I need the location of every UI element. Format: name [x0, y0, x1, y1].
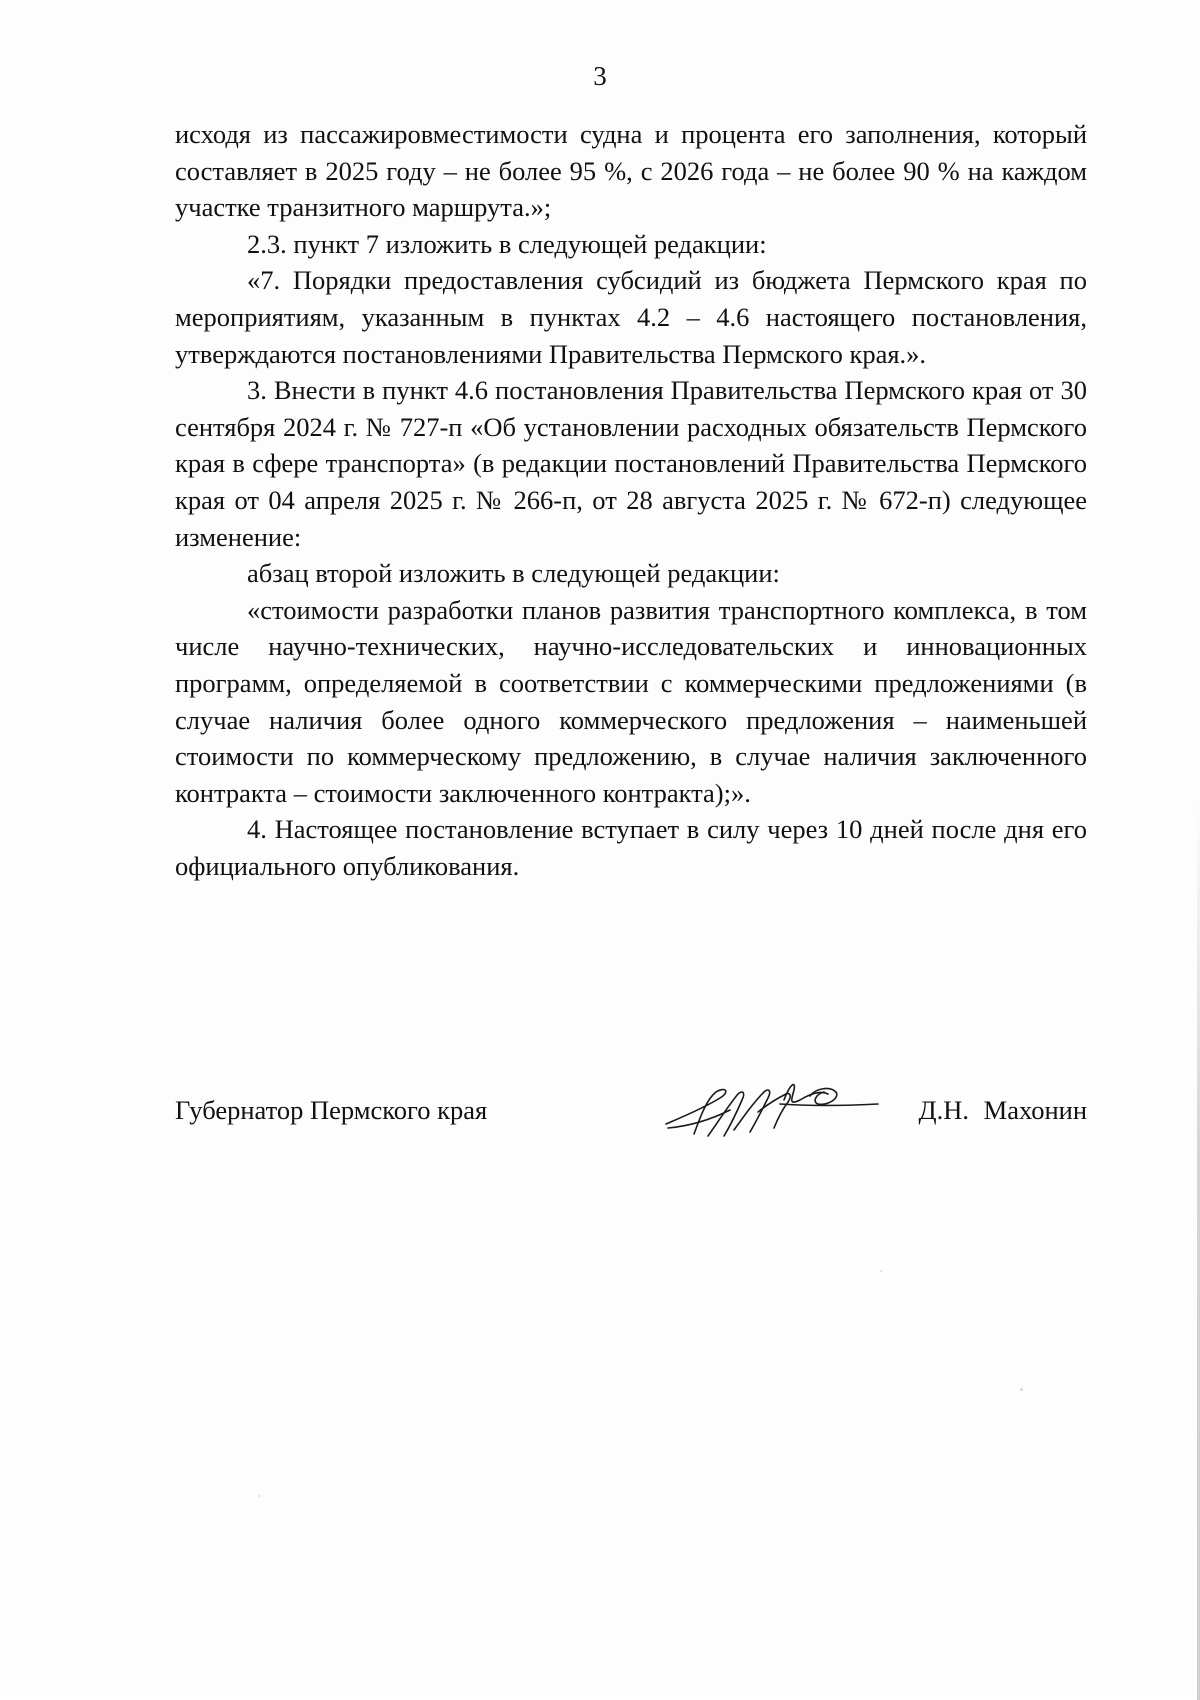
signer-name: Д.Н. Махонин [918, 1095, 1087, 1125]
scan-speck [880, 1270, 882, 1272]
signer-position: Губернатор Пермского края [175, 1095, 488, 1125]
paragraph-instruction: абзац второй изложить в следующей редакции: [247, 558, 780, 589]
paragraph-quoted-text: «стоимости разработки планов развития транспортного комплекса, в том числе научно-технических, научно-исследовательских и инновационных программ, определяемой в соответствии с коммерческими предложениями (в случае наличия более одного коммерческого предложения – наименьшей стоимости по коммерческому предложению, в случае наличия заключенного контракта – стоимости заключенного контракта);». [175, 594, 1087, 808]
paragraph-item-2-3: 2.3. пункт 7 изложить в следующей редакции: [247, 228, 767, 259]
scan-speck [258, 1495, 260, 1497]
paragraph-item-4: 4. Настоящее постановление вступает в силу через 10 дней после дня его официального опубликования. [175, 814, 1087, 881]
paragraph-item-3: 3. Внести в пункт 4.6 постановления Правительства Пермского края от 30 сентября 2024 г. № 727-п «Об установлении расходных обязательств Пермского края в сфере транспорта» (в редакции постановлений Правительства Пермского края от 04 апреля 2025 г. № 266-п, от 28 августа 2025 г. № 672-п) следующее изменение: [175, 375, 1087, 552]
paragraph-continuation: исходя из пассажировместимости судна и процента его заполнения, который составляет в 2025 году – не более 95 %, с 2026 года – не более 90 % на каждом участке транзитного маршрута.»; [175, 119, 1087, 223]
paragraph-quoted-item-7: «7. Порядки предоставления субсидий из бюджета Пермского края по мероприятиям, указанным в пунктах 4.2 – 4.6 настоящего постановления, утверждаются постановлениями Правительства Пермского края.». [175, 265, 1087, 369]
document-body [175, 116, 1087, 884]
handwritten-signature [660, 1078, 880, 1142]
page-number: 3 [593, 61, 607, 91]
scan-speck [1020, 1388, 1023, 1391]
signature-block [175, 1078, 1087, 1138]
